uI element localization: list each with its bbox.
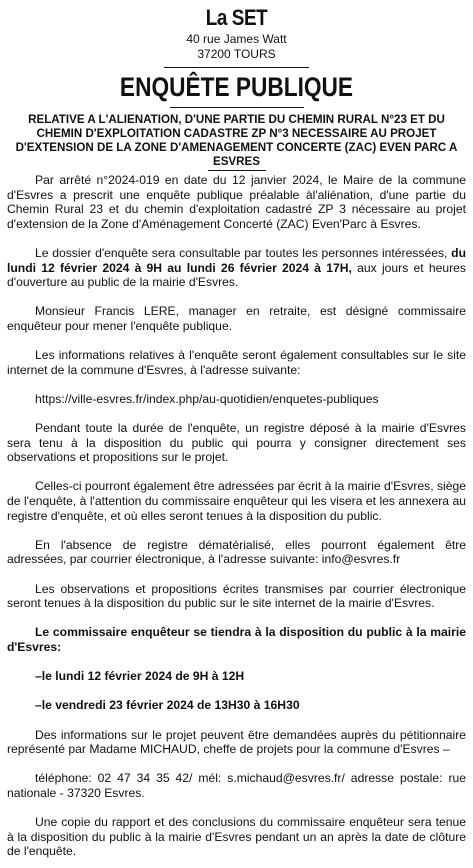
- paragraph-contact-details: téléphone: 02 47 34 35 42/ mél: s.michaud@esvres.fr/ adresse postale: rue nationale - 37320 Esvres.: [7, 771, 466, 800]
- paragraph-permanences: Le commissaire enquêteur se tiendra à la disposition du public à la mairie d'Esvres:: [7, 625, 466, 654]
- address-line-1: 40 rue James Watt: [186, 32, 287, 46]
- paragraph-email-observations: Les observations et propositions écrites transmises par courrier électronique seront tenues à la disposition du public sur le site internet de la mairie d'Esvres.: [7, 581, 466, 611]
- permanence-date-2: –le vendredi 23 février 2024 de 13H30 à 16H30: [35, 698, 300, 713]
- website-url: https://ville-esvres.fr/index.php/au-quotidien/enquetes-publiques: [35, 391, 379, 406]
- subject-line: ESVRES: [212, 155, 261, 168]
- address-line-2: 37200 TOURS: [197, 47, 276, 61]
- notice-header: [7, 4, 466, 108]
- paragraph-consultation: [7, 246, 466, 290]
- notice-title: ENQUÊTE PUBLIQUE: [119, 72, 354, 102]
- paragraph-website: Les informations relatives à l'enquête seront également consultables sur le site internet de la commune d'Esvres, à l'adresse suivante:: [7, 348, 466, 377]
- paragraph-register: Pendant toute la durée de l'enquête, un registre déposé à la mairie d'Esvres sera tenu à la disposition du public qui pourra y consigner directement ses observations et propositions sur le projet.: [7, 421, 466, 465]
- paragraph-email: En l'absence de registre dématérialisé, elles pourront également être adressées, par courrier électronique, à l'adresse suivante: info@esvres.fr: [7, 537, 466, 567]
- consultation-dates: du lundi 12 février 2024 à 9H au lundi 26 février 2024 à 17H,: [7, 245, 466, 275]
- header-divider: [164, 67, 309, 68]
- title-divider: [170, 107, 304, 108]
- consultation-text-end: aux jours et heures d'ouverture au public de la mairie d'Esvres.: [7, 260, 466, 290]
- paragraph-commissioner: Monsieur Francis LERE, manager en retraite, est désigné commissaire enquêteur pour mener l'enquête publique.: [7, 304, 466, 333]
- paragraph-contact: Des informations sur le projet peuvent être demandées auprès du pétitionnaire représenté par Madame MICHAUD, cheffe de projets pour la commune d'Esvres –: [7, 727, 466, 757]
- subject-divider: [208, 170, 266, 171]
- permanence-date-1: –le lundi 12 février 2024 de 9H à 12H: [35, 669, 245, 684]
- subject-line: D'EXTENSION DE LA ZONE D'AMENAGEMENT CONCERTE (ZAC) EVEN PARC A: [15, 141, 458, 154]
- notice-subject: [7, 113, 466, 169]
- paragraph-written-submissions: Celles-ci pourront également être adressées par écrit à la mairie d'Esvres, siège de l'enquête, à l'attention du commissaire enquêteur qui les visera et les annexera au registre d'enquête, et où elles seront tenues à la disposition du public.: [7, 479, 466, 523]
- subject-line: RELATIVE A L'ALIENATION, D'UNE PARTIE DU CHEMIN RURAL N°23 ET DU: [28, 113, 445, 126]
- legal-notice: [7, 0, 466, 859]
- subject-line: CHEMIN D'EXPLOITATION CADASTRE ZP N°3 NECESSAIRE AU PROJET: [36, 127, 437, 140]
- paragraph-decree: Par arrêté n°2024-019 en date du 12 janvier 2024, le Maire de la commune d'Esvres a prescrit une enquête publique préalable àl'aliénation, d'une partie du Chemin Rural 23 et du chemin d'exploitation cadastré ZP 3 nécessaire au projet d'extension de la Zone d'Aménagement Concerté (ZAC) Even'Parc à Esvres.: [7, 173, 466, 231]
- consultation-text: Le dossier d'enquête sera consultable par toutes les personnes intéressées,: [35, 245, 452, 260]
- organization-name: La SET: [205, 5, 268, 30]
- paragraph-report: Une copie du rapport et des conclusions du commissaire enquêteur sera tenue à la disposition du public à la mairie d'Esvres pendant un an après la date de clôture de l'enquête.: [7, 815, 466, 859]
